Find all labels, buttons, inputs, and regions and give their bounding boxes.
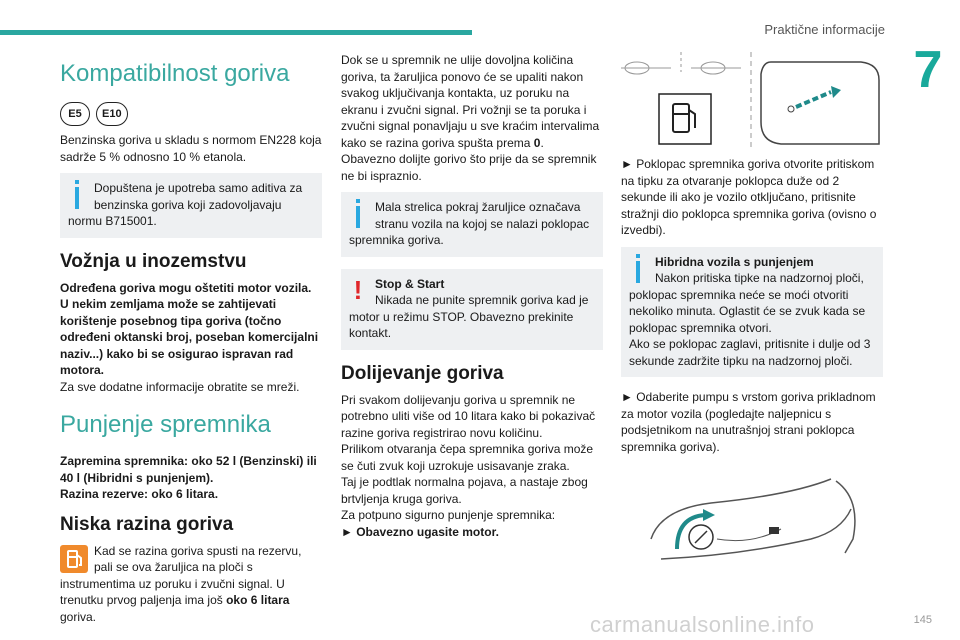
column-3 [621, 52, 883, 579]
fuel-badges [60, 102, 322, 126]
heading-low-fuel: Niska razina goriva [60, 513, 234, 535]
info-note [621, 247, 883, 378]
chapter-number: 7 [913, 41, 943, 99]
paragraph: Za potpuno sigurno punjenje spremnika: [341, 508, 556, 522]
badge-e10: E10 [96, 102, 128, 126]
info-note [341, 192, 603, 257]
info-icon [68, 180, 86, 210]
info-icon [349, 199, 367, 229]
warning-title: Stop & Start [375, 276, 445, 291]
note-text: Mala strelica pokraj žaruljice označava stranu vozila na kojoj se nalazi poklopac spremnika goriva. [349, 200, 590, 247]
badge-e5: E5 [60, 102, 90, 126]
paragraph-bold: Određena goriva mogu oštetiti motor vozila. U nekim zemljama može se zahtijevati korištenje posebnog tipa goriva (točno određeni oktanski broj, poseban komercijalni naziv...) kako bi se osigurao ispravan rad motora. [60, 280, 319, 377]
heading-abroad: Vožnja u inozemstvu [60, 250, 247, 272]
paragraph: Taj je podtlak normalna pojava, a nastaje zbog brtvljenja kruga goriva. [341, 475, 588, 506]
heading-filling: Punjenje spremnika [60, 411, 271, 438]
warning-text: Nikada ne punite spremnik goriva kad je motor u režimu STOP. Obavezno prekinite kontakt. [349, 293, 589, 340]
watermark: carmanualsonline.info [590, 612, 815, 637]
tank-capacity: Zapremina spremnika: oko 52 l (Benzinski) ili 40 l (Hibridni s punjenjem). [60, 454, 317, 485]
column-2 [341, 52, 603, 548]
note-text: Dopuštena je upotreba samo aditiva za benzinska goriva koji zadovoljavaju normu B715001. [68, 181, 303, 228]
info-note [60, 173, 322, 238]
page-number: 145 [913, 614, 932, 626]
fuel-flap-illustration [621, 52, 883, 148]
reserve-level: Razina rezerve: oko 6 litara. [60, 487, 219, 501]
fuel-cap-illustration [621, 469, 883, 579]
paragraph: Dok se u spremnik ne ulije dovoljna količina goriva, ta žaruljica ponovo će se upaliti nakon svakog uključivanja kontakta, uz poruku na ekranu i zvučni signal. Pri vožnji se ta poruka i zvučni signal ponavljaju u sve kraćim intervalima kako se razina goriva spušta prema 0. Obavezno dolijte gorivo što prije da se spremnik ne bi ispraznio. [341, 53, 600, 183]
note-text: Nakon pritiska tipke na nadzornoj ploči, poklopac spremnika neće se moći otvoriti nekoliko minuta. Oglastit će se zvuk kada se poklopac spremnika otvori. [629, 271, 866, 335]
paragraph: Prilikom otvaranja čepa spremnika goriva može se čuti zvuk koji uzrokuje usisavanje zraka. [341, 442, 594, 473]
warning-icon: ! [353, 274, 363, 305]
fuel-warning-icon [60, 545, 88, 573]
paragraph: Pri svakom dolijevanju goriva u spremnik ne potrebno uliti više od 10 litara kako bi pokazivač razine goriva registrirao novu količinu. [341, 392, 596, 440]
header-bar [0, 30, 472, 35]
note-title: Hibridna vozila s punjenjem [655, 254, 814, 269]
section-title: Praktične informacije [764, 22, 885, 37]
paragraph: ► Poklopac spremnika goriva otvorite pritiskom na tipku za otvaranje poklopca duže od 2 sekunde ili ako je vozilo otključano, pritisnite stražnji dio poklopca spremnika goriva (ovisno o izvedbi). [621, 157, 877, 237]
low-fuel-paragraph: Kad se razina goriva spusti na rezervu, pali se ova žaruljica na ploči s instrumentima uz poruku i zvučni signal. U trenutku prvog paljenja ima još oko 6 litara goriva. [60, 543, 302, 624]
heading-refuel: Dolijevanje goriva [341, 362, 504, 384]
warning-note [341, 269, 603, 350]
column-1 [60, 52, 322, 633]
instruction-bold: ► Obavezno ugasite motor. [341, 524, 499, 539]
note-text: Ako se poklopac zaglavi, pritisnite i dulje od 3 sekunde zadržite tipku na nadzornoj ploči. [629, 337, 871, 368]
info-icon [629, 254, 647, 284]
paragraph: Benzinska goriva u skladu s normom EN228 koja sadrže 5 % odnosno 10 % etanola. [60, 133, 322, 164]
heading-compatibility: Kompatibilnost goriva [60, 60, 290, 87]
paragraph: Za sve dodatne informacije obratite se mreži. [60, 379, 300, 394]
paragraph: ► Odaberite pumpu s vrstom goriva prikladnom za motor vozila (pogledajte naljepnicu s podsjetnikom na unutrašnjoj strani poklopca spremnika goriva). [621, 390, 876, 454]
